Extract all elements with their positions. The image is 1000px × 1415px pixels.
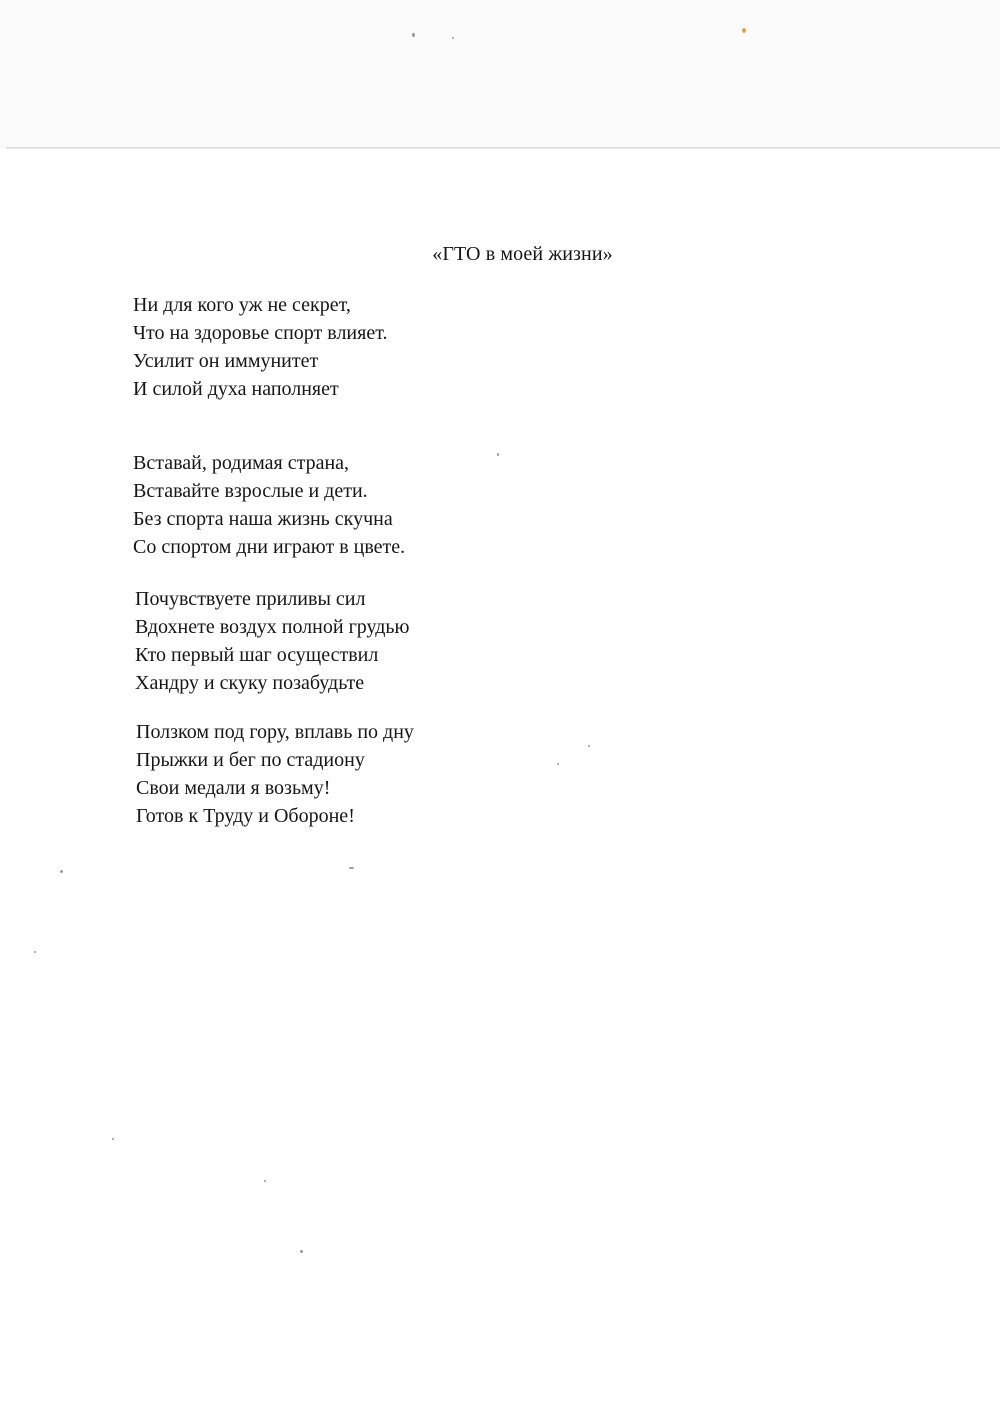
poem-line: Что на здоровье спорт влияет. bbox=[133, 322, 388, 344]
scan-background bbox=[0, 0, 1000, 148]
scan-speck bbox=[497, 453, 499, 456]
poem-line: Ползком под гору, вплавь по дну bbox=[136, 721, 414, 743]
poem-line: Свои медали я возьму! bbox=[136, 777, 331, 799]
poem-line: И силой духа наполняет bbox=[133, 378, 339, 400]
poem-line: Без спорта наша жизнь скучна bbox=[133, 508, 393, 530]
scan-speck bbox=[742, 28, 746, 33]
scan-speck bbox=[60, 870, 63, 873]
poem-stanza bbox=[135, 585, 409, 697]
scan-speck bbox=[412, 33, 415, 37]
poem-line: Вдохнете воздух полной грудью bbox=[135, 616, 410, 638]
scan-speck bbox=[452, 37, 454, 39]
poem-line: Со спортом дни играют в цвете. bbox=[133, 536, 406, 558]
poem-line: Кто первый шаг осуществил bbox=[135, 644, 379, 666]
poem-line: Прыжки и бег по стадиону bbox=[136, 749, 365, 771]
scan-speck bbox=[349, 867, 354, 869]
scan-speck bbox=[557, 763, 559, 765]
poem-line: Хандру и скуку позабудьте bbox=[135, 672, 365, 694]
poem-stanza bbox=[133, 449, 405, 561]
page-edge-line bbox=[6, 147, 1000, 149]
scan-speck bbox=[34, 951, 36, 953]
poem-line: Ни для кого уж не секрет, bbox=[133, 294, 351, 316]
poem-line: Усилит он иммунитет bbox=[133, 350, 319, 372]
poem-line: Вставайте взрослые и дети. bbox=[133, 480, 368, 502]
poem-stanza bbox=[133, 291, 387, 403]
scan-speck bbox=[264, 1180, 266, 1182]
poem-title: «ГТО в моей жизни» bbox=[432, 243, 613, 265]
poem-line: Почувствуете приливы сил bbox=[135, 588, 366, 610]
scan-speck bbox=[112, 1138, 114, 1140]
scan-speck bbox=[588, 745, 590, 747]
poem-line: Готов к Труду и Обороне! bbox=[136, 805, 355, 827]
scan-speck bbox=[300, 1250, 303, 1253]
poem-line: Вставай, родимая страна, bbox=[133, 452, 350, 474]
poem-stanza bbox=[136, 718, 414, 830]
